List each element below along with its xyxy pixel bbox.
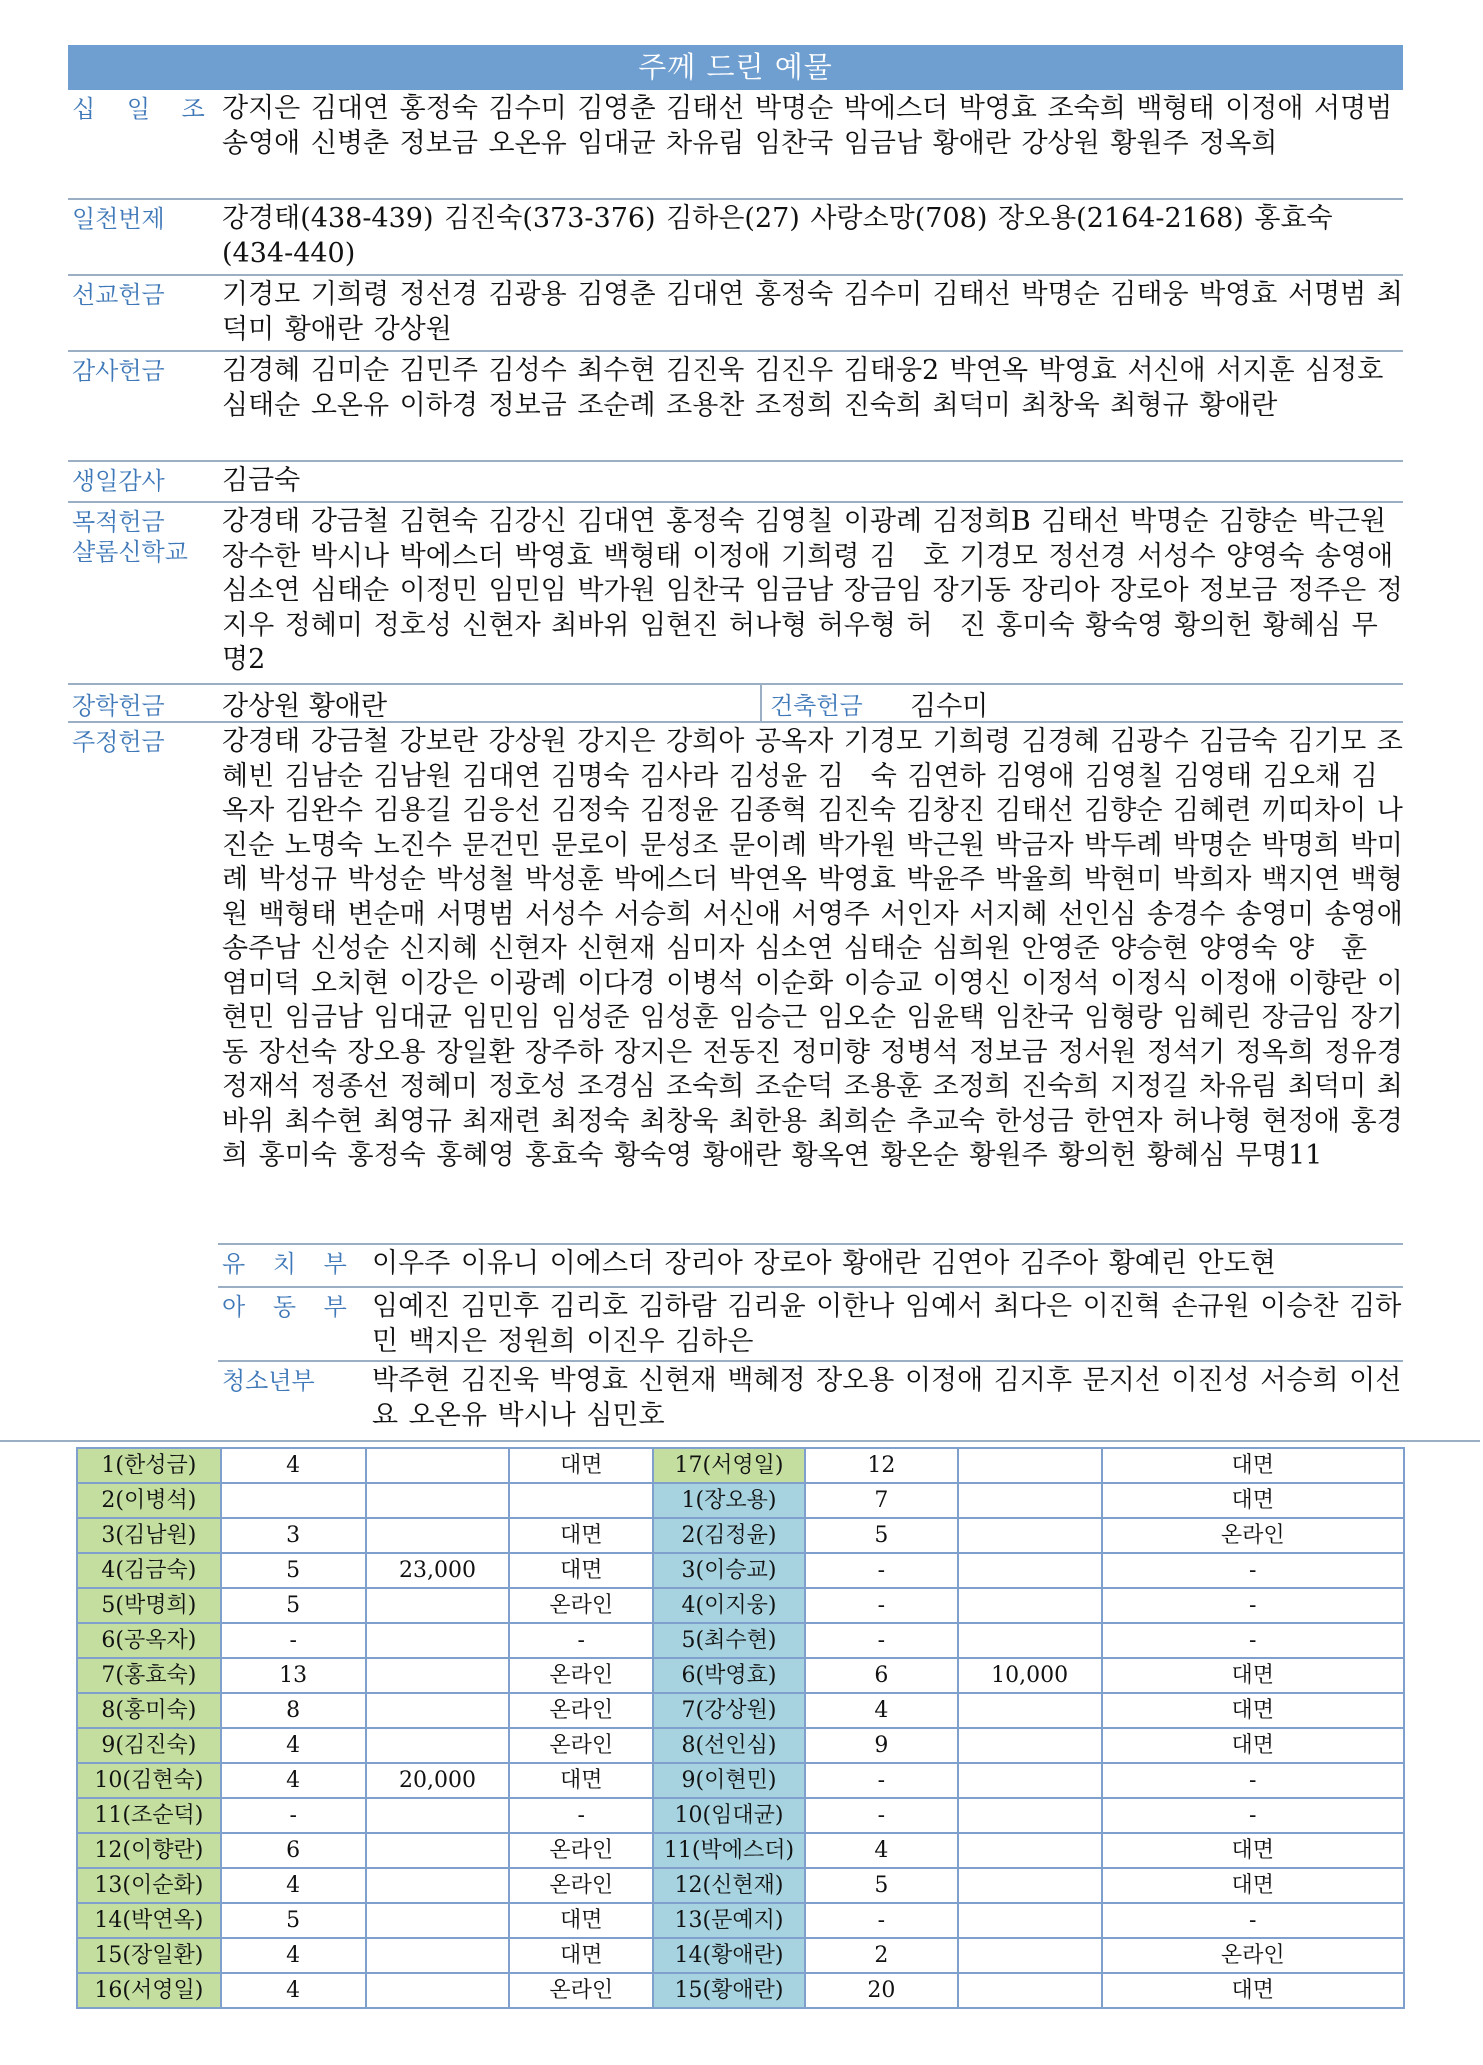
mode-cell: 대면 (509, 1553, 653, 1588)
mode-cell: 대면 (1102, 1483, 1404, 1518)
mode-cell: 대면 (1102, 1448, 1404, 1483)
count-cell: 4 (221, 1868, 366, 1903)
amount-cell (958, 1868, 1102, 1903)
mode-cell: 대면 (1102, 1693, 1404, 1728)
section-thousand-offering (68, 200, 1403, 276)
mode-cell: 온라인 (509, 1728, 653, 1763)
section-label: 유 치 부 (222, 1250, 357, 1278)
mode-cell: - (509, 1798, 653, 1833)
count-cell: 5 (221, 1588, 366, 1623)
section-label: 선교헌금 (72, 281, 165, 309)
name-list: 임예진 김민후 김리호 김하람 김리윤 이한나 임예서 최다은 이진혁 손규원 이승찬 김하민 백지은 정원희 이진우 김하은 (372, 1291, 1402, 1357)
count-cell: - (221, 1798, 366, 1833)
page-title: 주께 드린 예물 (68, 45, 1403, 90)
mode-cell: 대면 (509, 1518, 653, 1553)
count-cell: - (221, 1623, 366, 1658)
count-cell: 5 (805, 1868, 958, 1903)
count-cell: 9 (805, 1728, 958, 1763)
member-name-cell: 2(김정윤) (653, 1518, 805, 1553)
amount-cell (366, 1623, 510, 1658)
amount-cell (958, 1728, 1102, 1763)
attendance-table-body (77, 1448, 1404, 2008)
count-cell: 5 (805, 1518, 958, 1553)
member-name-cell: 11(조순덕) (77, 1798, 221, 1833)
section-label: 십 일 조 (72, 95, 217, 123)
member-name-cell: 4(이지웅) (653, 1588, 805, 1623)
name-list: 강경태 강금철 강보란 강상원 강지은 강희아 공옥자 기경모 기희령 김경혜 김광수 김금숙 김기모 조혜빈 김남순 김남원 김대연 김명숙 김사라 김성윤 김 숙 김연하 김영애 김영칠 김영태 김오채 김옥자 김완수 김용길 김응선 김정숙 김정윤 김종혁 김진숙 김창진 김태선 김향순 김혜련 끼띠차이 나진순 노명숙 노진수 문건민 문로이 문성조 문이례 박가원 박근원 박금자 박두례 박명순 박명희 박미례 박성규 박성순 박성철 박성훈 박에스더 박연옥 박영효 박윤주 박율희 박현미 박희자 백지연 백형원 백형태 변순매 서명범 서성수 서승희 서신애 서영주 서인자 서지혜 선인심 송경수 송영미 송영애 송주남 신성순 신지혜 신현자 신현재 심미자 심소연 심태순 심희원 안영준 양승현 양영숙 양 훈 염미덕 오치현 이강은 이광례 이다경 이병석 이순화 이승교 이영신 이정석 이정식 이정애 이향란 이현민 임금남 임대균 임민임 임성준 임성훈 임승근 임오순 임윤택 임찬국 임형랑 임혜린 장금임 장기동 장선숙 장오용 장일환 장주하 장지은 전동진 정미향 정병석 정보금 정서원 정석기 정옥희 정유경 정재석 정종선 정혜미 정호성 조경심 조숙희 조순덕 조용훈 조정희 진숙희 지정길 차유림 최덕미 최바위 최수현 최영규 최재련 최정숙 최창욱 최한용 최희순 추교숙 한성금 한연자 허나형 현정애 홍경희 홍미숙 홍정숙 홍혜영 홍효숙 황숙영 황애란 황옥연 황온순 황원주 황의헌 황혜심 무명11 (222, 726, 1403, 1171)
amount-cell (958, 1553, 1102, 1588)
count-cell: 4 (805, 1833, 958, 1868)
amount-cell (958, 1623, 1102, 1658)
count-cell: 4 (221, 1763, 366, 1798)
section-weekly (68, 723, 1403, 1243)
member-name-cell: 1(장오용) (653, 1483, 805, 1518)
attendance-table (76, 1447, 1405, 2009)
mode-cell: 온라인 (509, 1693, 653, 1728)
count-cell: - (805, 1763, 958, 1798)
mode-cell (509, 1483, 653, 1518)
count-cell: 8 (221, 1693, 366, 1728)
amount-cell (958, 1448, 1102, 1483)
table-row (77, 1518, 1404, 1553)
member-name-cell: 3(이승교) (653, 1553, 805, 1588)
name-list: 기경모 기희령 정선경 김광용 김영춘 김대연 홍정숙 김수미 김태선 박명순 김태웅 박영효 서명범 최덕미 황애란 강상원 (222, 279, 1403, 345)
amount-cell: 10,000 (958, 1658, 1102, 1693)
amount-cell (366, 1448, 510, 1483)
table-row (77, 1588, 1404, 1623)
amount-cell (366, 1693, 510, 1728)
table-row (77, 1798, 1404, 1833)
mode-cell: 대면 (509, 1763, 653, 1798)
member-name-cell: 9(이현민) (653, 1763, 805, 1798)
divider (0, 1440, 1480, 1442)
count-cell: 5 (221, 1903, 366, 1938)
table-row (77, 1903, 1404, 1938)
member-name-cell: 11(박에스더) (653, 1833, 805, 1868)
amount-cell (366, 1483, 510, 1518)
count-cell: 6 (805, 1658, 958, 1693)
count-cell: 2 (805, 1938, 958, 1973)
mode-cell: 대면 (509, 1448, 653, 1483)
table-row (77, 1763, 1404, 1798)
table-row (77, 1938, 1404, 1973)
table-row (77, 1728, 1404, 1763)
amount-cell (366, 1938, 510, 1973)
member-name-cell: 10(임대균) (653, 1798, 805, 1833)
mode-cell: 온라인 (1102, 1938, 1404, 1973)
count-cell: - (805, 1588, 958, 1623)
section-label: 주정헌금 (72, 728, 165, 756)
section-label: 건축헌금 (770, 691, 863, 720)
section-label: 일천번제 (72, 205, 165, 233)
section-thanksgiving (68, 352, 1403, 462)
amount-cell (366, 1868, 510, 1903)
name-list: 강경태 강금철 김현숙 김강신 김대연 홍정숙 김영칠 이광례 김정희B 김태선 박명순 김향순 박근원 장수한 박시나 박에스더 박영효 백형태 이정애 기희령 김 호 기경모 정선경 서성수 양영숙 송영애 심소연 심태순 이정민 임민임 박가원 임찬국 임금남 장금임 장기동 장리아 장로아 정보금 정주은 정지우 정혜미 정호성 신현자 최바위 임현진 허나형 허우형 허 진 홍미숙 황숙영 황의헌 황혜심 무명2 (222, 506, 1403, 675)
table-row (77, 1553, 1404, 1588)
amount-cell (366, 1798, 510, 1833)
name-list: 이우주 이유니 이에스더 장리아 장로아 황애란 김연아 김주아 황예린 안도현 (372, 1248, 1276, 1279)
section-youth (218, 1362, 1403, 1440)
section-scholarship (68, 685, 762, 721)
member-name-cell: 8(홍미숙) (77, 1693, 221, 1728)
member-name-cell: 13(이순화) (77, 1868, 221, 1903)
table-row (77, 1693, 1404, 1728)
mode-cell: - (1102, 1553, 1404, 1588)
amount-cell (958, 1483, 1102, 1518)
department-block (218, 1243, 1403, 1440)
mode-cell: 온라인 (509, 1658, 653, 1693)
mode-cell: 대면 (1102, 1973, 1404, 2008)
section-tithe (68, 90, 1403, 200)
count-cell: - (805, 1553, 958, 1588)
amount-cell (366, 1973, 510, 2008)
member-name-cell: 9(김진숙) (77, 1728, 221, 1763)
name-list: 강지은 김대연 홍정숙 김수미 김영춘 김태선 박명순 박에스더 박영효 조숙희 백형태 이정애 서명범 송영애 신병춘 정보금 오온유 임대균 차유림 임찬국 임금남 황애란 강상원 황원주 정옥희 (222, 93, 1393, 159)
amount-cell (958, 1693, 1102, 1728)
amount-cell (958, 1798, 1102, 1833)
amount-cell (958, 1833, 1102, 1868)
section-purpose (68, 503, 1403, 685)
count-cell: 6 (221, 1833, 366, 1868)
count-cell: 13 (221, 1658, 366, 1693)
section-birthday (68, 462, 1403, 503)
section-building (762, 685, 988, 721)
mode-cell: 대면 (1102, 1658, 1404, 1693)
count-cell: 20 (805, 1973, 958, 2008)
section-kindergarten (218, 1243, 1403, 1288)
mode-cell: - (1102, 1763, 1404, 1798)
section-children (218, 1288, 1403, 1362)
mode-cell: 대면 (1102, 1728, 1404, 1763)
amount-cell (366, 1833, 510, 1868)
table-row (77, 1623, 1404, 1658)
amount-cell (366, 1588, 510, 1623)
amount-cell (366, 1728, 510, 1763)
section-mission (68, 276, 1403, 352)
table-row (77, 1483, 1404, 1518)
count-cell: - (805, 1798, 958, 1833)
mode-cell: - (1102, 1623, 1404, 1658)
mode-cell: 온라인 (1102, 1518, 1404, 1553)
member-name-cell: 6(공옥자) (77, 1623, 221, 1658)
mode-cell: - (1102, 1798, 1404, 1833)
mode-cell: - (1102, 1903, 1404, 1938)
member-name-cell: 16(서영일) (77, 1973, 221, 2008)
offering-report (68, 45, 1403, 1442)
member-name-cell: 17(서영일) (653, 1448, 805, 1483)
name-list: 김수미 (910, 690, 989, 722)
section-label-main: 목적헌금 (72, 508, 165, 536)
section-label: 청소년부 (222, 1367, 315, 1395)
count-cell: 4 (221, 1448, 366, 1483)
member-name-cell: 14(박연옥) (77, 1903, 221, 1938)
amount-cell (958, 1518, 1102, 1553)
table-row (77, 1448, 1404, 1483)
count-cell: 4 (221, 1728, 366, 1763)
table-row (77, 1833, 1404, 1868)
member-name-cell: 12(신현재) (653, 1868, 805, 1903)
member-name-cell: 5(박명희) (77, 1588, 221, 1623)
amount-cell (366, 1658, 510, 1693)
section-label: 감사헌금 (72, 357, 165, 385)
mode-cell: 대면 (509, 1903, 653, 1938)
member-name-cell: 15(황애란) (653, 1973, 805, 2008)
member-name-cell: 3(김남원) (77, 1518, 221, 1553)
amount-cell (958, 1903, 1102, 1938)
name-list: 박주현 김진욱 박영효 신현재 백혜정 장오용 이정애 김지후 문지선 이진성 서승희 이선요 오온유 박시나 심민호 (372, 1365, 1402, 1431)
member-name-cell: 6(박영효) (653, 1658, 805, 1693)
section-label (68, 503, 222, 683)
member-name-cell: 15(장일환) (77, 1938, 221, 1973)
mode-cell: 온라인 (509, 1868, 653, 1903)
mode-cell: - (509, 1623, 653, 1658)
member-name-cell: 2(이병석) (77, 1483, 221, 1518)
section-label: 생일감사 (72, 467, 165, 495)
mode-cell: 대면 (1102, 1868, 1404, 1903)
mode-cell: 대면 (509, 1938, 653, 1973)
count-cell: 4 (221, 1973, 366, 2008)
mode-cell: 대면 (1102, 1833, 1404, 1868)
count-cell: - (805, 1623, 958, 1658)
name-list: 김금숙 (222, 465, 301, 496)
member-name-cell: 4(김금숙) (77, 1553, 221, 1588)
name-list: 김경혜 김미순 김민주 김성수 최수현 김진욱 김진우 김태웅2 박연옥 박영효 서신애 서지훈 심정호 심태순 오온유 이하경 정보금 조순례 조용찬 조정희 진숙희 최덕미 최창욱 최형규 황애란 (222, 355, 1384, 421)
member-name-cell: 8(선인심) (653, 1728, 805, 1763)
table-row (77, 1973, 1404, 2008)
member-name-cell: 7(강상원) (653, 1693, 805, 1728)
count-cell: 7 (805, 1483, 958, 1518)
count-cell: 4 (805, 1693, 958, 1728)
amount-cell (366, 1903, 510, 1938)
amount-cell: 23,000 (366, 1553, 510, 1588)
amount-cell: 20,000 (366, 1763, 510, 1798)
member-name-cell: 5(최수현) (653, 1623, 805, 1658)
member-name-cell: 7(홍효숙) (77, 1658, 221, 1693)
amount-cell (958, 1973, 1102, 2008)
amount-cell (958, 1763, 1102, 1798)
mode-cell: 온라인 (509, 1833, 653, 1868)
table-row (77, 1868, 1404, 1903)
member-name-cell: 10(김현숙) (77, 1763, 221, 1798)
count-cell: 12 (805, 1448, 958, 1483)
count-cell: 3 (221, 1518, 366, 1553)
section-label-sub: 샬롬신학교 (72, 538, 188, 566)
mode-cell: - (1102, 1588, 1404, 1623)
amount-cell (958, 1938, 1102, 1973)
mode-cell: 온라인 (509, 1973, 653, 2008)
member-name-cell: 1(한성금) (77, 1448, 221, 1483)
member-name-cell: 13(문예지) (653, 1903, 805, 1938)
count-cell: 4 (221, 1938, 366, 1973)
mode-cell: 온라인 (509, 1588, 653, 1623)
member-name-cell: 12(이향란) (77, 1833, 221, 1868)
count-cell (221, 1483, 366, 1518)
section-label: 장학헌금 (72, 691, 165, 720)
count-cell: - (805, 1903, 958, 1938)
name-list: 강상원 황애란 (222, 690, 388, 722)
section-label: 아 동 부 (222, 1293, 357, 1321)
count-cell: 5 (221, 1553, 366, 1588)
section-scholarship-building (68, 685, 1403, 723)
table-row (77, 1658, 1404, 1693)
name-list: 강경태(438-439) 김진숙(373-376) 김하은(27) 사랑소망(708) 장오용(2164-2168) 홍효숙(434-440) (222, 203, 1333, 269)
member-name-cell: 14(황애란) (653, 1938, 805, 1973)
amount-cell (958, 1588, 1102, 1623)
amount-cell (366, 1518, 510, 1553)
